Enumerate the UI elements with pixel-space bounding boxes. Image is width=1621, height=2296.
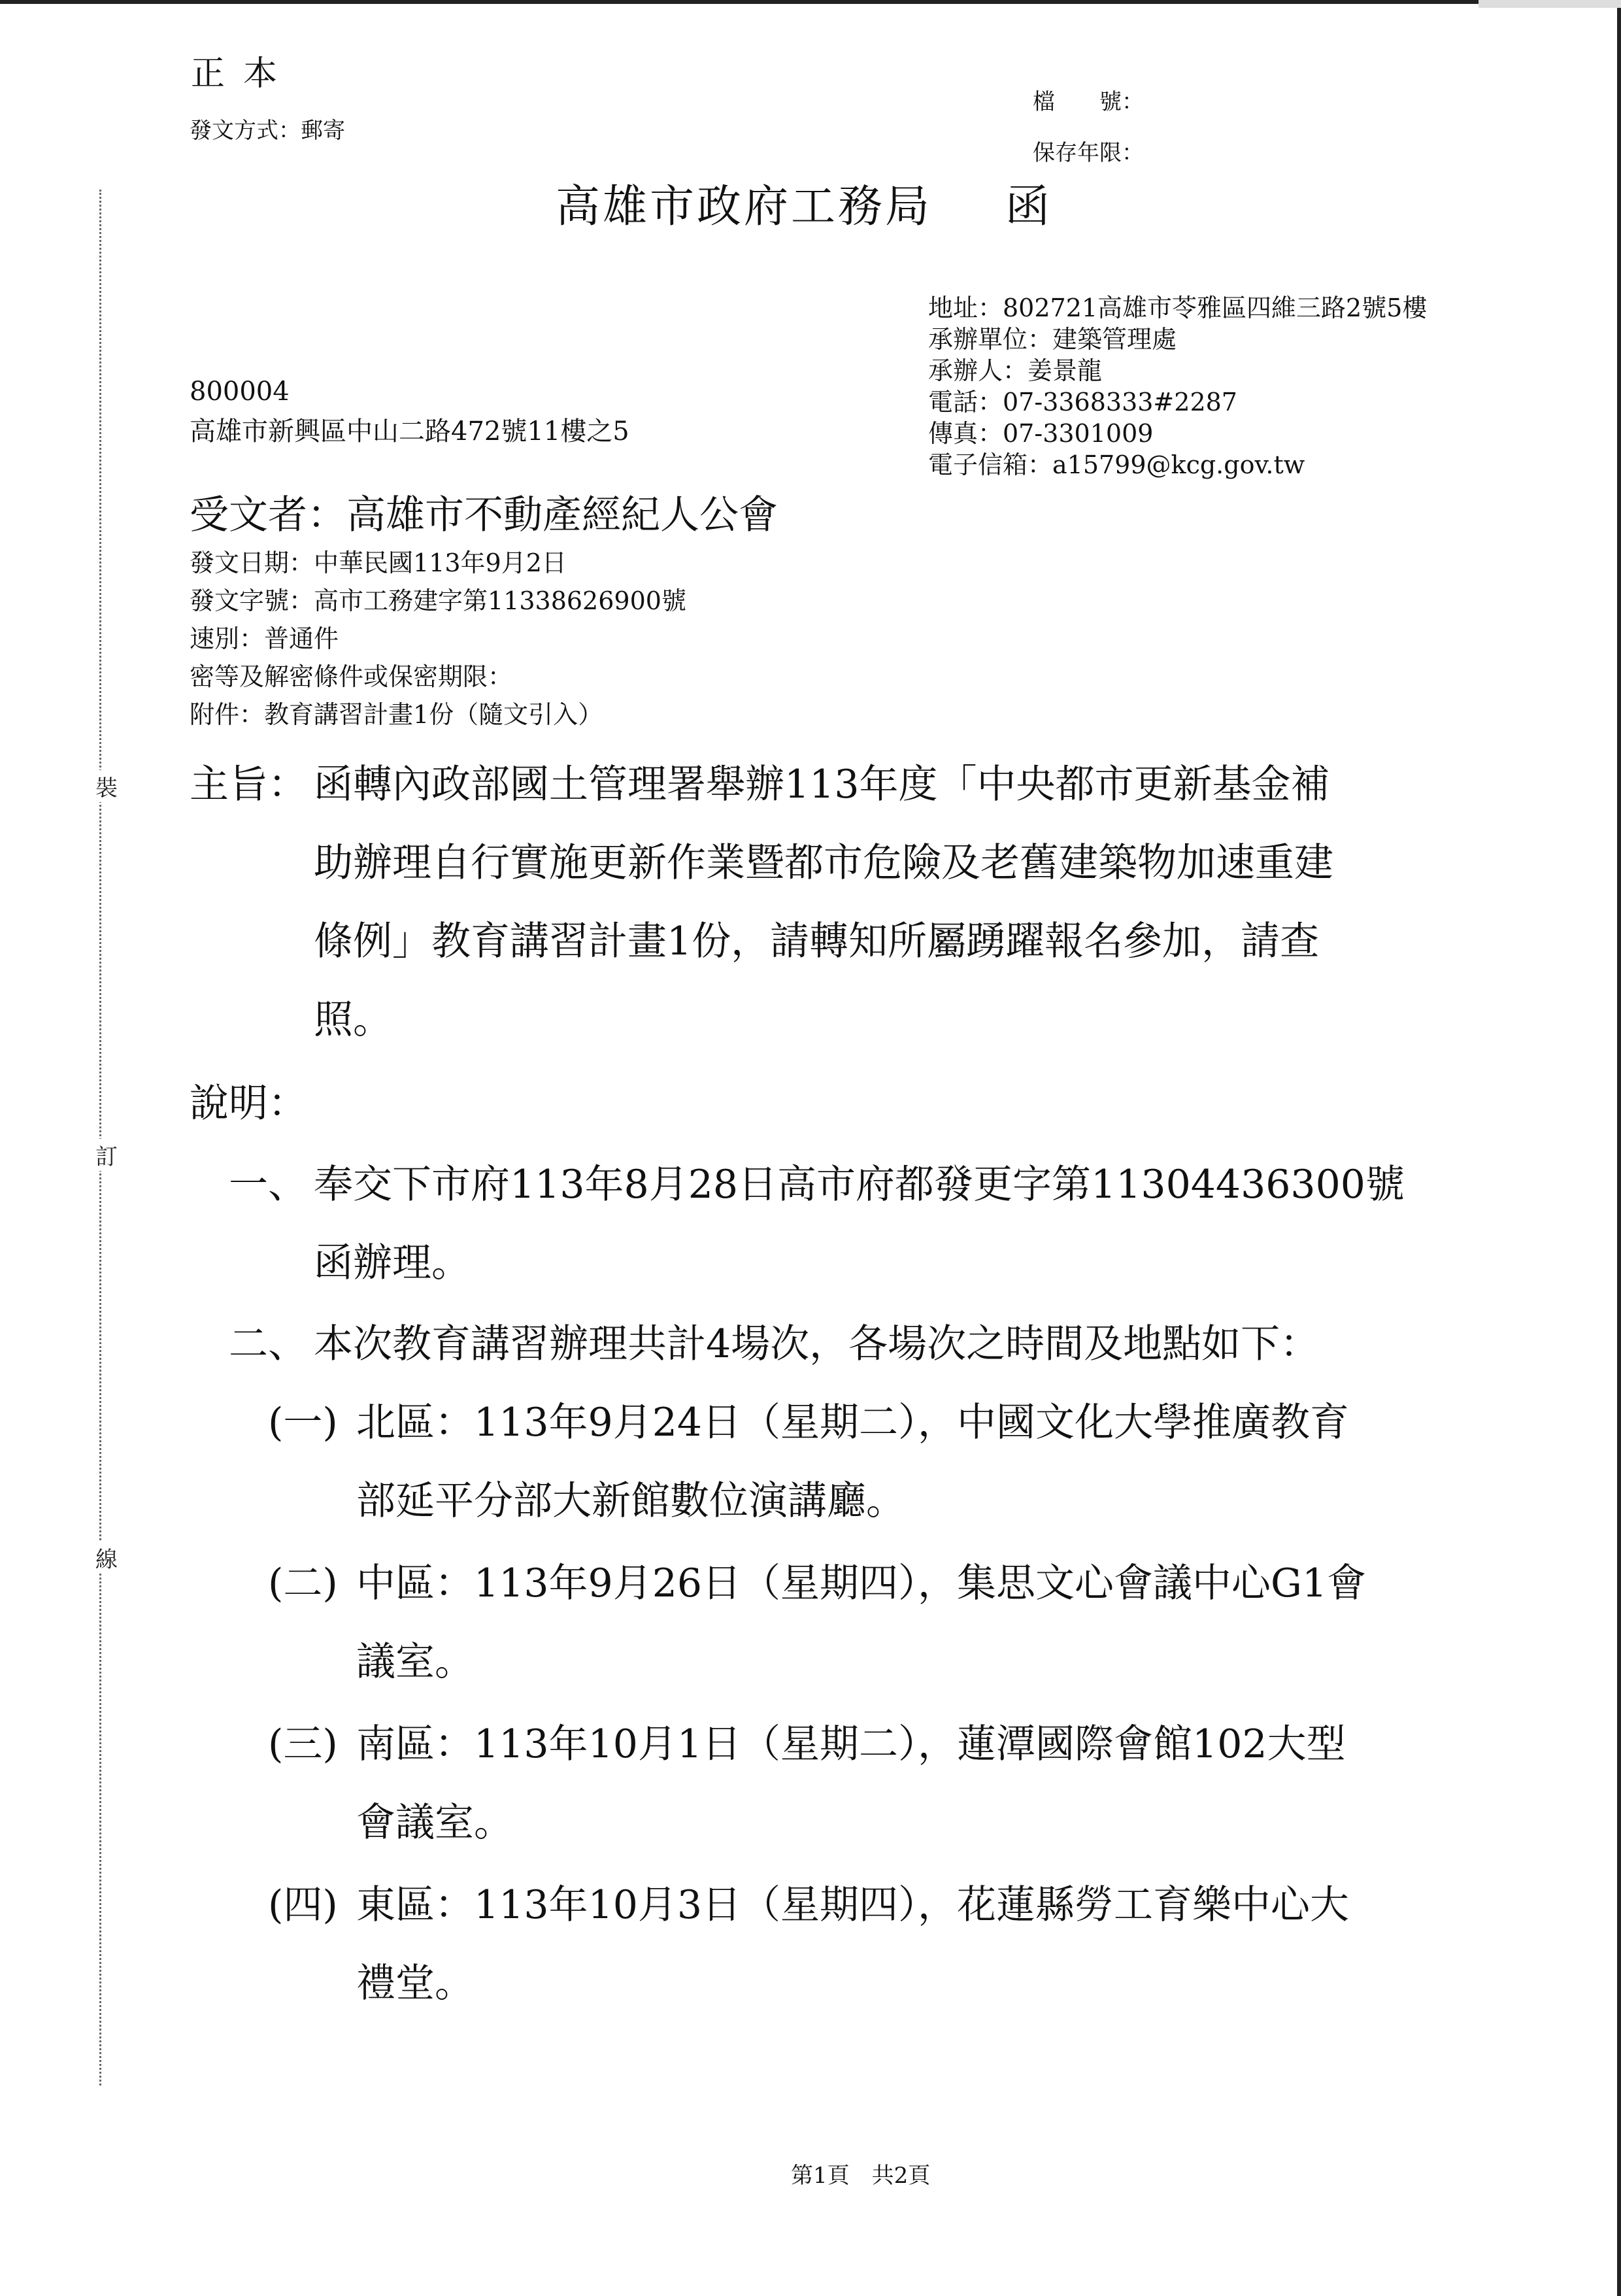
recipient: 受文者：高雄市不動產經紀人公會 (190, 492, 778, 538)
sender-unit: 承辦單位：建築管理處 (928, 325, 1177, 354)
page-footer: 第1頁 共2頁 (791, 2163, 931, 2189)
subject-label: 主旨： (190, 762, 307, 807)
binding-mark-xian: 線 (95, 1542, 118, 1574)
sub-item-2-line-2: 議室。 (356, 1639, 474, 1685)
sub-item-2-marker: (二) (268, 1561, 338, 1606)
sub-item-2-line-1: 中區：113年9月26日（星期四），集思文心會議中心G1會 (356, 1561, 1367, 1606)
item-2-line: 本次教育講習辦理共計4場次，各場次之時間及地點如下： (314, 1321, 1320, 1367)
item-1-line-2: 函辦理。 (314, 1240, 471, 1286)
sender-fax: 傳真：07-3301009 (928, 419, 1154, 448)
item-1-marker: 一、 (229, 1162, 307, 1207)
document-type: 函 (1005, 181, 1050, 233)
sub-item-1-marker: (一) (268, 1400, 338, 1445)
sub-item-1-line-1: 北區：113年9月24日（星期二），中國文化大學推廣教育 (356, 1400, 1350, 1445)
subject-line-3: 條例」教育講習計畫1份，請轉知所屬踴躍報名參加，請查 (314, 919, 1320, 964)
subject-line-2: 助辦理自行實施更新作業暨都市危險及老舊建築物加速重建 (314, 840, 1333, 886)
retention-period: 保存年限： (1033, 140, 1144, 166)
item-2-marker: 二、 (229, 1321, 307, 1367)
delivery-speed: 速別：普通件 (190, 624, 339, 653)
sender-address: 地址：802721高雄市苓雅區四維三路2號5樓 (928, 294, 1428, 322)
subject-line-1: 函轉內政部國土管理署舉辦113年度「中央都市更新基金補 (314, 762, 1330, 807)
binding-mark-zhuang: 裝 (95, 770, 118, 802)
secrecy-level: 密等及解密條件或保密期限： (190, 662, 513, 691)
sub-item-4-line-1: 東區：113年10月3日（星期四），花蓮縣勞工育樂中心大 (356, 1882, 1350, 1928)
binding-mark-ding: 訂 (95, 1139, 118, 1171)
recipient-address: 高雄市新興區中山二路472號11樓之5 (190, 416, 629, 447)
sender-email: 電子信箱：a15799@kcg.gov.tw (928, 450, 1305, 479)
explanation-label: 說明： (190, 1081, 307, 1126)
item-1-line-1: 奉交下市府113年8月28日高市府都發更字第11304436300號 (314, 1162, 1405, 1207)
send-method: 發文方式：郵寄 (190, 118, 345, 144)
scan-edge-top (0, 0, 1621, 4)
sender-phone: 電話：07-3368333#2287 (928, 388, 1237, 416)
file-number: 檔 號： (1033, 89, 1144, 115)
scan-edge-right (1617, 0, 1621, 2296)
sub-item-1-line-2: 部延平分部大新館數位演講廳。 (356, 1478, 905, 1524)
attachment: 附件：教育講習計畫1份（隨文引入） (190, 700, 603, 729)
issue-number: 發文字號：高市工務建字第11338626900號 (190, 586, 686, 615)
sub-item-3-marker: (三) (268, 1721, 338, 1767)
recipient-postal-code: 800004 (190, 377, 290, 407)
subject-line-4: 照。 (314, 997, 392, 1043)
sub-item-3-line-1: 南區：113年10月1日（星期二），蓮潭國際會館102大型 (356, 1721, 1346, 1767)
scan-edge-corner (1479, 0, 1621, 8)
issue-date: 發文日期：中華民國113年9月2日 (190, 549, 567, 577)
sub-item-3-line-2: 會議室。 (356, 1800, 513, 1846)
agency-title: 高雄市政府工務局 (556, 181, 933, 233)
sub-item-4-marker: (四) (268, 1882, 338, 1928)
copy-label: 正本 (191, 54, 296, 93)
sub-item-4-line-2: 禮堂。 (356, 1961, 474, 2006)
sender-handler: 承辦人：姜景龍 (928, 356, 1103, 385)
binding-dotted-line (99, 190, 101, 2085)
